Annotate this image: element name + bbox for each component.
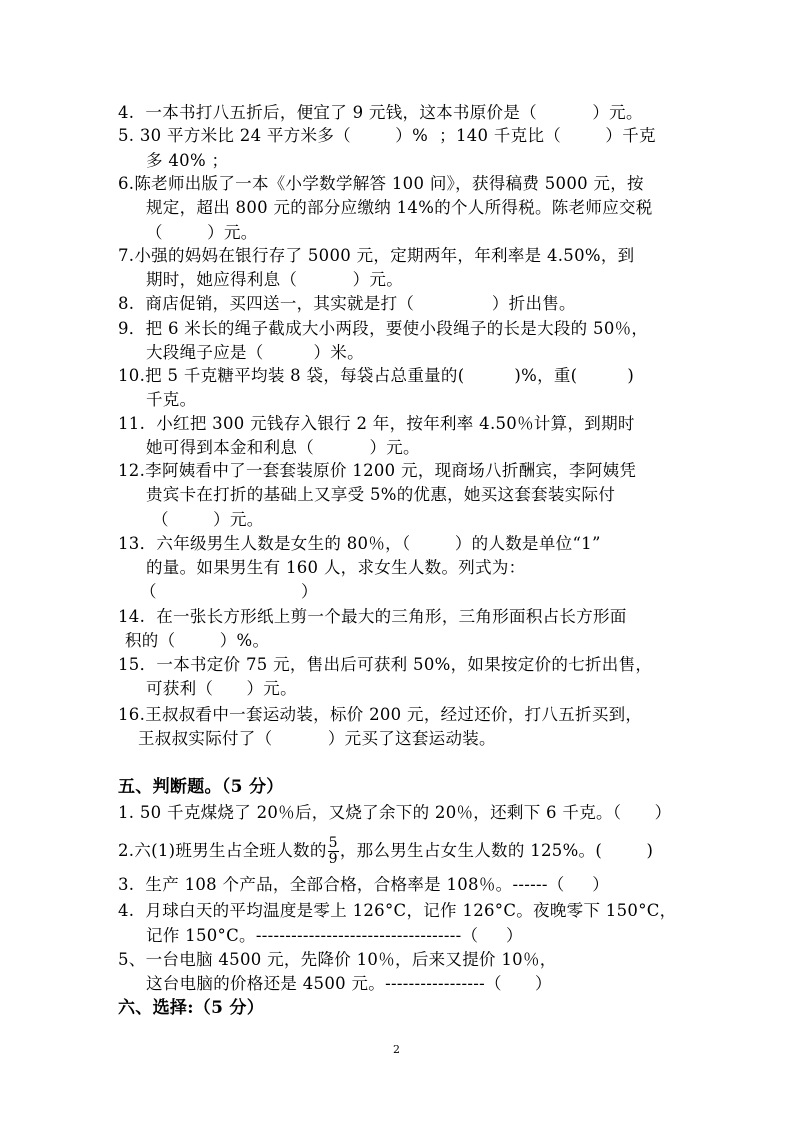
judge-question-3: 3. 生产 108 个产品，全部合格，合格率是 108％。------（ ） — [118, 875, 610, 894]
fill-question-12-line-1: 15．一本书定价 75 元，售出后可获利 50%，如果按定价的七折出售， — [118, 655, 653, 674]
fill-question-10-line-1: 13．六年级男生人数是女生的 80％，（ ）的人数是单位“1” — [118, 534, 601, 553]
judge-question-1: 1. 50 千克煤烧了 20％后，又烧了余下的 20％，还剩下 6 千克。（ ） — [118, 803, 672, 822]
fill-question-10-line-3: （ ） — [140, 582, 318, 601]
fill-question-7-line-2: 千克。 — [146, 390, 197, 409]
fill-question-3-line-2: 规定，超出 800 元的部分应缴纳 14%的个人所得税。陈老师应交税 — [146, 198, 653, 217]
fill-question-9-line-2: 贵宾卡在打折的基础上又享受 5%的优惠，她买这套套装实际付 — [146, 485, 616, 504]
fill-question-11-line-1: 14. 在一张长方形纸上剪一个最大的三角形，三角形面积占长方形面 — [118, 607, 627, 626]
fill-question-3-line-1: 6.陈老师出版了一本《小学数学解答 100 问》，获得稿费 5000 元，按 — [118, 174, 644, 193]
fill-question-8-line-1: 11. 小红把 300 元钱存入银行 2 年，按年利率 4.50％计算，到期时 — [118, 414, 635, 433]
judge-question-5-line-1: 5、一台电脑 4500 元，先降价 10％，后来又提价 10％， — [118, 950, 557, 969]
fill-question-5-line-1: 8. 商店促销，买四送一，其实就是打（ ）折出售。 — [118, 294, 576, 313]
fill-question-7-line-1: 10.把 5 千克糖平均装 8 袋，每袋占总重量的( )%，重( ) — [118, 366, 635, 385]
judge-question-2-rest: ，那么男生占女生人数的 125%。( ) — [339, 841, 654, 860]
fraction-numerator: 5 — [328, 835, 338, 851]
choice-heading: 六、选择:（5 分） — [118, 998, 265, 1018]
fill-question-3-line-3: （ ）元。 — [146, 223, 258, 242]
judge-question-5-line-2: 这台电脑的价格还是 4500 元。-----------------（ ） — [146, 974, 552, 993]
judge-question-2-text: 2.六(1)班男生占全班人数的 — [118, 841, 327, 860]
fraction-five-ninths — [328, 836, 339, 867]
fill-question-9-line-3: （ ）元。 — [152, 510, 264, 529]
fill-question-13-line-2: 王叔叔实际付了（ ）元买了这套运动装。 — [138, 729, 496, 748]
judge-question-4-line-1: 4. 月球白天的平均温度是零上 126°C，记作 126°C。夜晚零下 150°C， — [118, 901, 677, 920]
fill-question-4-line-2: 期时，她应得利息（ ）元。 — [146, 270, 404, 289]
judge-question-2 — [118, 836, 653, 867]
fill-question-10-line-2: 的量。如果男生有 160 人，求女生人数。列式为： — [146, 558, 526, 577]
fill-question-11-line-2: 积的（ ）%。 — [125, 631, 270, 650]
fill-question-4-line-1: 7.小强的妈妈在银行存了 5000 元，定期两年，年利率是 4.50%，到 — [118, 246, 635, 265]
judge-heading: 五、判断题。（5 分） — [118, 777, 284, 797]
fraction-denominator: 9 — [328, 851, 338, 867]
fill-question-2-line-2: 多 40% ； — [146, 151, 229, 170]
fill-question-6-line-2: 大段绳子应是（ ）米。 — [146, 343, 364, 362]
fill-question-2-line-1: 5. 30 平方米比 24 平方米多（ ）% ；140 千克比（ ）千克 — [118, 126, 656, 145]
fill-question-12-line-2: 可获利（ ）元。 — [146, 679, 297, 698]
page-number: 2 — [393, 1043, 400, 1056]
judge-question-4-line-2: 记作 150°C。-----------------------------------（ ） — [146, 926, 523, 945]
fill-question-9-line-1: 12.李阿姨看中了一套套装原价 1200 元，现商场八折酬宾，李阿姨凭 — [118, 461, 637, 480]
fill-question-8-line-2: 她可得到本金和利息（ ）元。 — [146, 438, 420, 457]
fill-question-6-line-1: 9．把 6 米长的绳子截成大小两段，要使小段绳子的长是大段的 50％， — [118, 319, 649, 338]
fill-question-13-line-1: 16.王叔叔看中一套运动装，标价 200 元，经过还价，打八五折买到， — [118, 705, 643, 724]
fill-question-1-line-1: 4. 一本书打八五折后，便宜了 9 元钱，这本书原价是（ ）元。 — [118, 103, 643, 122]
